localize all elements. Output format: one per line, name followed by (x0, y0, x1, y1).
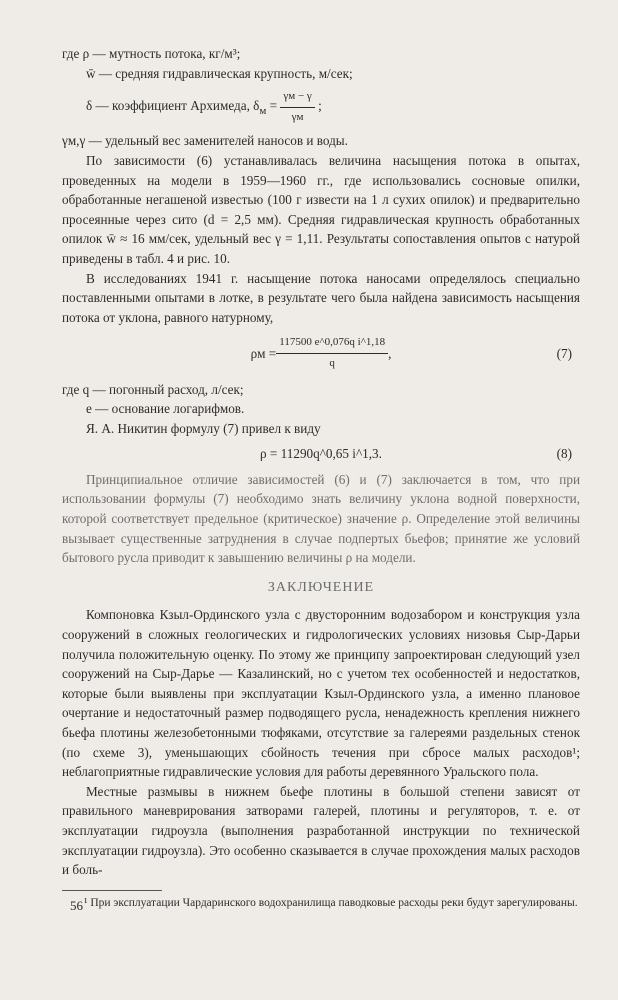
paragraph-3: Я. А. Никитин формулу (7) привел к виду (86, 420, 321, 436)
equation-7-tail: , (388, 345, 392, 361)
archimedes-denominator: γм (291, 110, 304, 123)
equation-8-label: (8) (556, 446, 572, 462)
where-e: e — основание логарифмов. (86, 401, 245, 417)
definition-delta-suffix: ; (318, 98, 322, 114)
equation-7-lhs: ρм = (250, 345, 277, 361)
section-heading: ЗАКЛЮЧЕНИЕ (267, 579, 375, 595)
equation-7 (62, 333, 580, 373)
definitions-block (62, 44, 580, 911)
paragraph-6: Местные размывы в нижнем бьефе плотины в большой степени зависят от правильного маневрирования затворами галерей, плотины и регуляторов, т. е. от эксплуатации гидроузла (выполнения разработанной инструкции по технической эксплуатации гидроузла). Это особенно сказывается в случае прохождения малых расходов и боль- (62, 783, 580, 878)
definition-rho: где ρ — мутность потока, кг/м³; (62, 46, 241, 61)
paragraph-2: В исследованиях 1941 г. насыщение потока наносами определялось специально поставленными опытами в лотке, в результате чего была найдена зависимость насыщения потока от уклона, равного натурному, (62, 270, 580, 325)
footnote: ¹ При эксплуатации Чардаринского водохранилища паводковые расходы реки будут зарегулированы. (84, 896, 578, 909)
definition-delta-eq: = (266, 98, 281, 114)
equation-7-fraction (276, 333, 388, 373)
paragraph-4: Принципиальное отличие зависимостей (6) и (7) заключается в том, что при использовании формулы (7) необходимо знать величину уклона водной поверхности, которой соответствует предельное (критическое) значение ρ. Определение этой величины вызывает существенные затруднения в случае подпертых бьефов; принятие же условий бытового русла приводит к завышению величины ρ на модели. (62, 471, 580, 566)
page-number: 56 (70, 898, 83, 913)
definition-delta-prefix: δ — коэффициент Архимеда, δ (86, 98, 260, 114)
where-q: где q — погонный расход, л/сек; (62, 381, 244, 397)
definition-delta (62, 87, 580, 127)
paragraph-1: По зависимости (6) устанавливалась величина насыщения потока в опытах, проведенных на модели в 1959—1960 гг., где использовались сосновые опилки, обработанные негашеной известью (100 г извести на 1 л сухих опилок) и предварительно просеянные через сито (d = 2,5 мм). Средняя гидравлическая крупность обработанных опилок w̄ ≈ 16 мм/сек, удельный вес γ = 1,11. Результаты сопоставления опытов с натурой приведены в табл. 4 и рис. 10. (62, 152, 580, 266)
equation-8-body: ρ = 11290q^0,65 i^1,3. (260, 446, 382, 462)
definition-gamma: γм,γ — удельный вес заменителей наносов и воды. (62, 133, 348, 149)
equation-7-numerator: 117500 e^0,076q i^1,18 (276, 333, 388, 354)
definition-delta-sub: м (259, 104, 267, 117)
archimedes-fraction (280, 87, 314, 127)
definition-w: w̄ — средняя гидравлическая крупность, м/сек; (86, 65, 353, 81)
equation-8 (62, 444, 580, 464)
paragraph-5: Компоновка Кзыл-Ординского узла с двусторонним водозабором и конструкция узла сооружений в сложных геологических и гидрологических условиях низовья Сыр-Дарьи получила положительную оценку. По этому же принципу запроектирован следующий узел сооружений на Сыр-Дарье — Казалинский, но с учетом тех особенностей и недостатков, которые были выявлены при эксплуатации Кзыл-Ординского узла, а именно плановое очертание и недостаточный размер подводящего русла, ненадежность крепления нижнего бьефа плотины железобетонными тюфяками, отсутствие за галереями раздельных стенок (по схеме 3), уменьшающих сбойность течения при сбросе малых расходов¹; неблагоприятные гидравлические условия для работы деревянного Уральского пола. (62, 607, 580, 780)
equation-7-label: (7) (556, 345, 572, 361)
archimedes-numerator: γм − γ (280, 87, 314, 108)
footnote-rule (62, 890, 162, 891)
equation-7-denominator: q (329, 356, 335, 369)
